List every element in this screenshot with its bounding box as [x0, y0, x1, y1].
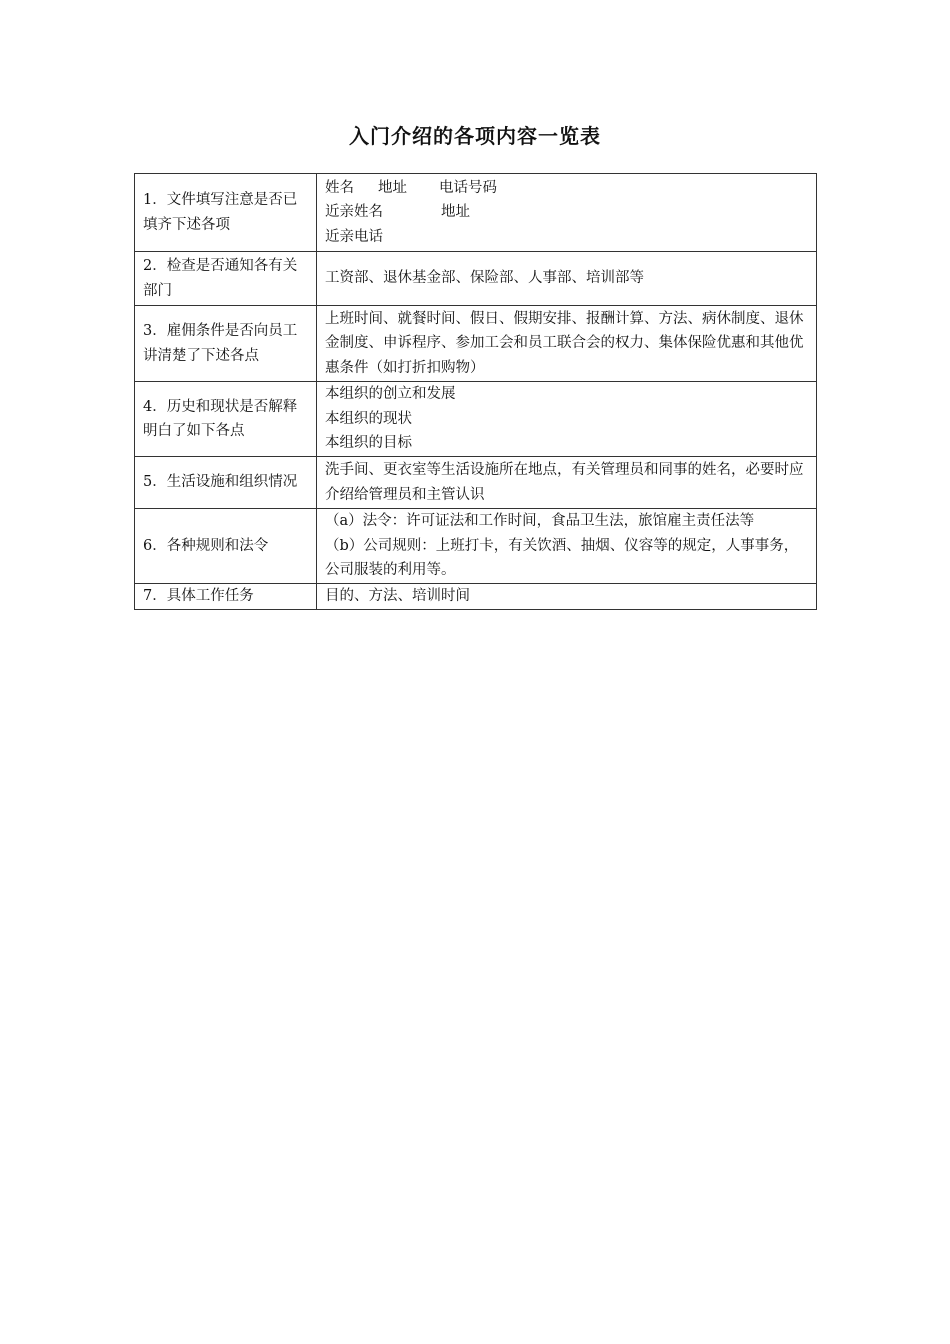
table-row: [135, 306, 817, 382]
item-cell: 4．历史和现状是否解释明白了如下各点: [135, 382, 317, 457]
history-line: 本组织的目标: [325, 435, 412, 452]
contact-fields-line: [325, 176, 808, 201]
content-cell: 上班时间、就餐时间、假日、假期安排、报酬计算、方法、病休制度、退休金制度、申诉程序、参加工会和员工联合会的权力、集体保险优惠和其他优惠条件（如打折扣购物）: [317, 306, 817, 382]
content-cell: 目的、方法、培训时间: [317, 584, 817, 610]
field-name: 姓名: [325, 179, 354, 196]
history-line: 本组织的现状: [325, 410, 412, 427]
relative-fields-line: [325, 200, 808, 225]
item-cell: 5．生活设施和组织情况: [135, 457, 317, 509]
table-row: [135, 509, 817, 584]
rule-line: （a）法令：许可证法和工作时间，食品卫生法，旅馆雇主责任法等: [325, 513, 755, 530]
table-row: [135, 457, 817, 509]
content-cell: [317, 174, 817, 252]
item-cell: 3．雇佣条件是否向员工讲清楚了下述各点: [135, 306, 317, 382]
field-relative-address: 地址: [441, 204, 470, 221]
field-address: 地址: [378, 179, 407, 196]
item-cell: 6．各种规则和法令: [135, 509, 317, 584]
table-row: [135, 584, 817, 610]
content-cell: [317, 509, 817, 584]
content-cell: [317, 382, 817, 457]
page-title: 入门介绍的各项内容一览表: [349, 124, 601, 148]
orientation-checklist-table: [134, 173, 817, 610]
rule-line: （b）公司规则：上班打卡，有关饮酒、抽烟、仪容等的规定，人事事务，公司服装的利用等。: [325, 537, 799, 579]
field-relative-phone: 近亲电话: [325, 228, 383, 245]
table-row: [135, 382, 817, 457]
table-row: [135, 252, 817, 306]
content-cell: 洗手间、更衣室等生活设施所在地点，有关管理员和同事的姓名，必要时应介绍给管理员和主管认识: [317, 457, 817, 509]
table-row: [135, 174, 817, 252]
relative-phone-line: [325, 225, 808, 250]
content-cell: 工资部、退休基金部、保险部、人事部、培训部等: [317, 252, 817, 306]
item-cell: 2．检查是否通知各有关部门: [135, 252, 317, 306]
field-phone: 电话号码: [439, 179, 497, 196]
history-line: 本组织的创立和发展: [325, 386, 456, 403]
item-cell: 7．具体工作任务: [135, 584, 317, 610]
field-relative-name: 近亲姓名: [325, 204, 383, 221]
item-cell: 1．文件填写注意是否已填齐下述各项: [135, 174, 317, 252]
